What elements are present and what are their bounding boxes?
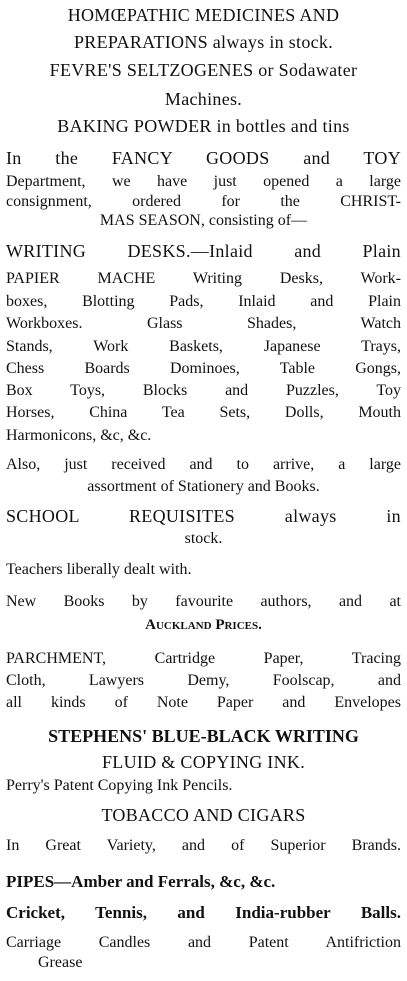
ad-line-16: Box Toys, Blocks and Puzzles, Toy	[6, 382, 401, 399]
ad-line-26: PARCHMENT, Cartridge Paper, Tracing	[6, 650, 401, 667]
ad-line-33: In Great Variety, and of Superior Brands.	[6, 837, 401, 854]
ad-line-17: Horses, China Tea Sets, Dolls, Mouth	[6, 404, 401, 421]
ad-line-32: TOBACCO AND CIGARS	[101, 805, 306, 825]
ad-line-11: PAPIER MACHE Writing Desks, Work-	[6, 270, 401, 287]
ad-line-27: Cloth, Lawyers Demy, Foolscap, and	[6, 672, 401, 689]
ad-line-15: Chess Boards Dominoes, Table Gongs,	[6, 360, 401, 377]
ad-line-14: Stands, Work Baskets, Japanese Trays,	[6, 338, 401, 355]
ad-line-8: consignment, ordered for the CHRIST-	[6, 193, 401, 210]
ad-line-9: MAS SEASON, consisting of—	[99, 212, 308, 229]
ad-line-37: Grease	[38, 954, 83, 971]
ad-line-34: PIPES—Amber and Ferrals, &c, &c.	[6, 872, 276, 891]
ad-line-23: Teachers liberally dealt with.	[6, 561, 192, 578]
ad-line-12: boxes, Blotting Pads, Inlaid and Plain	[6, 293, 401, 310]
ad-line-5: BAKING POWDER in bottles and tins	[57, 116, 350, 136]
ad-line-30: FLUID & COPYING INK.	[102, 752, 305, 772]
ad-line-1: HOMŒPATHIC MEDICINES AND	[67, 5, 340, 25]
ad-line-19: Also, just received and to arrive, a large	[6, 456, 401, 473]
ad-line-22: stock.	[184, 530, 223, 547]
ad-line-10: WRITING DESKS.—Inlaid and Plain	[6, 241, 401, 261]
ad-line-20: assortment of Stationery and Books.	[87, 478, 320, 495]
ad-line-4: Machines.	[164, 89, 243, 109]
ad-line-36: Carriage Candles and Patent Antifriction	[6, 934, 401, 951]
ad-line-18: Harmonicons, &c, &c.	[6, 427, 152, 444]
ad-line-28: all kinds of Note Paper and Envelopes	[6, 694, 401, 711]
ad-line-31: Perry's Patent Copying Ink Pencils.	[6, 777, 233, 794]
ad-line-6: In the FANCY GOODS and TOY	[6, 148, 401, 168]
ad-line-13: Workboxes. Glass Shades, Watch	[6, 315, 401, 332]
ad-line-21: SCHOOL REQUISITES always in	[6, 506, 401, 526]
ad-line-29: STEPHENS' BLUE-BLACK WRITING	[48, 726, 359, 746]
ad-line-24: New Books by favourite authors, and at	[6, 593, 401, 610]
ad-line-3: FEVRE'S SELTZOGENES or Sodawater	[49, 60, 358, 80]
ad-line-2: PREPARATIONS always in stock.	[73, 32, 334, 52]
ad-line-25: Auckland Prices.	[145, 617, 262, 633]
ad-line-35: Cricket, Tennis, and India-rubber Balls.	[6, 903, 401, 922]
ad-line-7: Department, we have just opened a large	[6, 173, 401, 190]
